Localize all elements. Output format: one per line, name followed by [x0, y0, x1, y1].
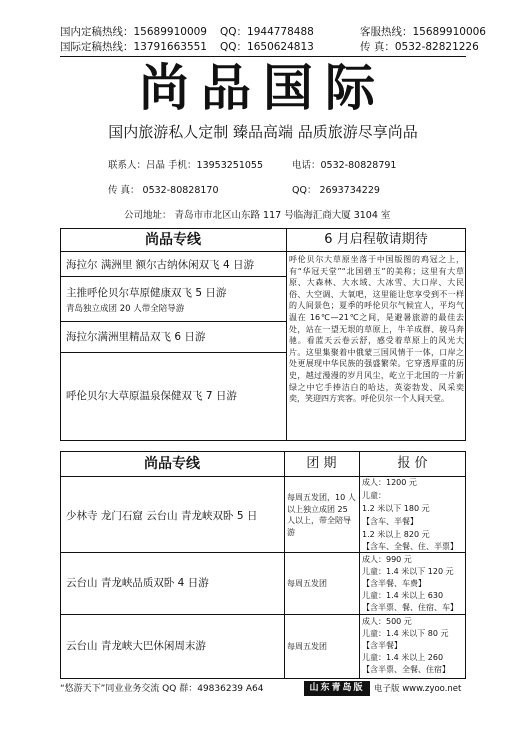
service-hotline-label: 客服热线： — [360, 26, 413, 38]
fax-line-number: 0532-82821226 — [394, 41, 479, 53]
domestic-qq-label: QQ： — [220, 26, 248, 38]
fax-line-label: 传 真： — [360, 41, 395, 53]
price-line: 【含车、全餐、住、半票】 — [362, 542, 458, 551]
column-price-header: 报 价 — [397, 456, 428, 471]
intl-hotline-label: 国际定稿热线： — [60, 41, 134, 53]
domestic-qq — [220, 25, 314, 39]
section1-banner: 6 月启程敬请期待 — [324, 232, 428, 247]
route-item: 呼伦贝尔大草原温泉保健双飞 7 日游 — [66, 390, 237, 402]
section1-header: 尚品专线 — [145, 232, 201, 248]
price-line: 1.2 米以下 180 元 — [362, 504, 430, 513]
header-divider — [60, 56, 466, 57]
route-item: 主推呼伦贝尔草原健康双飞 5 日游 — [66, 287, 227, 299]
section2-header: 尚品专线 — [144, 456, 200, 472]
table-row-schedule: 每周五发团 — [287, 579, 327, 588]
contact-qq: QQ： 2693734229 — [292, 185, 380, 196]
intl-qq-label: QQ： — [220, 41, 248, 53]
price-line: 成人：1200 元 — [362, 478, 417, 487]
service-hotline — [360, 25, 486, 39]
route-note: 青岛独立成团 20 人带全陪导游 — [66, 304, 185, 314]
price-line: 儿童：1.4 米以下 120 元 — [362, 567, 454, 576]
table-row-route: 云台山 青龙峡大巴休闲周末游 — [66, 640, 206, 652]
table-row-schedule: 每周五发团 — [287, 642, 327, 651]
price-line: 【含半餐】 — [362, 641, 402, 650]
price-line: 儿童：1.4 米以下 80 元 — [362, 629, 449, 638]
table-row-route: 云台山 青龙峡品质双卧 4 日游 — [66, 577, 209, 589]
route-item: 海拉尔满洲里精品双飞 6 日游 — [66, 331, 206, 343]
price-line: 1.2 米以上 820 元 — [362, 530, 430, 539]
price-line: 儿童：1.4 米以上 260 — [362, 653, 444, 662]
price-line: 成人：500 元 — [362, 617, 412, 626]
domestic-hotline-label: 国内定稿热线： — [60, 26, 134, 38]
contact-address: 公司地址： 青岛市市北区山东路 117 号临海汇商大厦 3104 室 — [124, 210, 391, 221]
footer-brand-badge: 山东青岛版 — [304, 681, 370, 696]
domestic-hotline-phone: 15689910009 — [133, 26, 207, 38]
price-line: 成人：990 元 — [362, 555, 412, 564]
table-row-schedule: 每周五发团，10 人以上独立成团 25 人以上，带全陪导游 — [287, 493, 356, 537]
column-group-header: 团 期 — [306, 456, 337, 471]
brand-slogan: 国内旅游私人定制 臻品高端 品质旅游尽享尚品 — [108, 123, 418, 141]
contact-phone: 电话：0532-80828791 — [292, 160, 397, 171]
contact-person: 联系人：吕晶 手机：13953251055 — [108, 160, 264, 171]
price-line: 【含半票、餐、住宿、车】 — [362, 603, 458, 612]
table-row-route: 少林寺 龙门石窟 云台山 青龙峡双卧 5 日 — [66, 510, 258, 522]
service-hotline-phone: 15689910006 — [412, 26, 486, 38]
brand-title: 尚品国际 — [139, 58, 387, 117]
domestic-qq-number: 1944778488 — [247, 26, 314, 38]
contact-fax: 传 真： 0532-80828170 — [108, 185, 219, 196]
grassland-description: 呼伦贝尔大草原坐落于中国版图的鸡冠之上，有“华冠天堂”“北国碧玉”的美称；这里有大草原、大森林、大水域、大冰雪、大口岸、大民俗、大空调、大氧吧，这里能让您享受到不一样的人间景色；夏季的呼伦贝尔气候宜人，平均气温在 16℃—21℃之间，是避暑旅游的最佳去处，站在一望无垠的草原上，牛羊成群、骏马奔驰。看蓝天云卷云舒，感受着草原上的风光大片。这里集聚着中俄蒙三国风情于一体，口岸之处更展现中华民族的强盛繁荣。它穿透厚重的历史，越过漫漫的岁月风尘，屹立于北国的一片新绿之中它手捧洁白的哈达，英姿勃发、风采奕奕，笑迎四方宾客。呼伦贝尔一个人间天堂。 — [289, 255, 464, 404]
price-line: 【含半票、全餐、住宿】 — [362, 665, 450, 674]
price-line: 儿童：1.4 米以上 630 — [362, 591, 444, 600]
price-line: 【含车、半餐】 — [362, 517, 418, 526]
footer-website[interactable]: 电子版 www.zyoo.net — [374, 684, 462, 694]
footer-qq-group: “悠游天下”同业业务交流 QQ 群：49836239 A64 — [60, 684, 264, 694]
intl-hotline — [60, 40, 207, 54]
price-line: 【含半餐、车费】 — [362, 579, 426, 588]
price-line: 儿童： — [362, 491, 386, 500]
fax-line — [360, 40, 479, 54]
intl-hotline-phone: 13791663551 — [133, 41, 207, 53]
domestic-hotline — [60, 25, 207, 39]
route-item: 海拉尔 满洲里 额尔古纳休闲双飞 4 日游 — [66, 259, 255, 271]
intl-qq — [220, 40, 314, 54]
intl-qq-number: 1650624813 — [247, 41, 314, 53]
